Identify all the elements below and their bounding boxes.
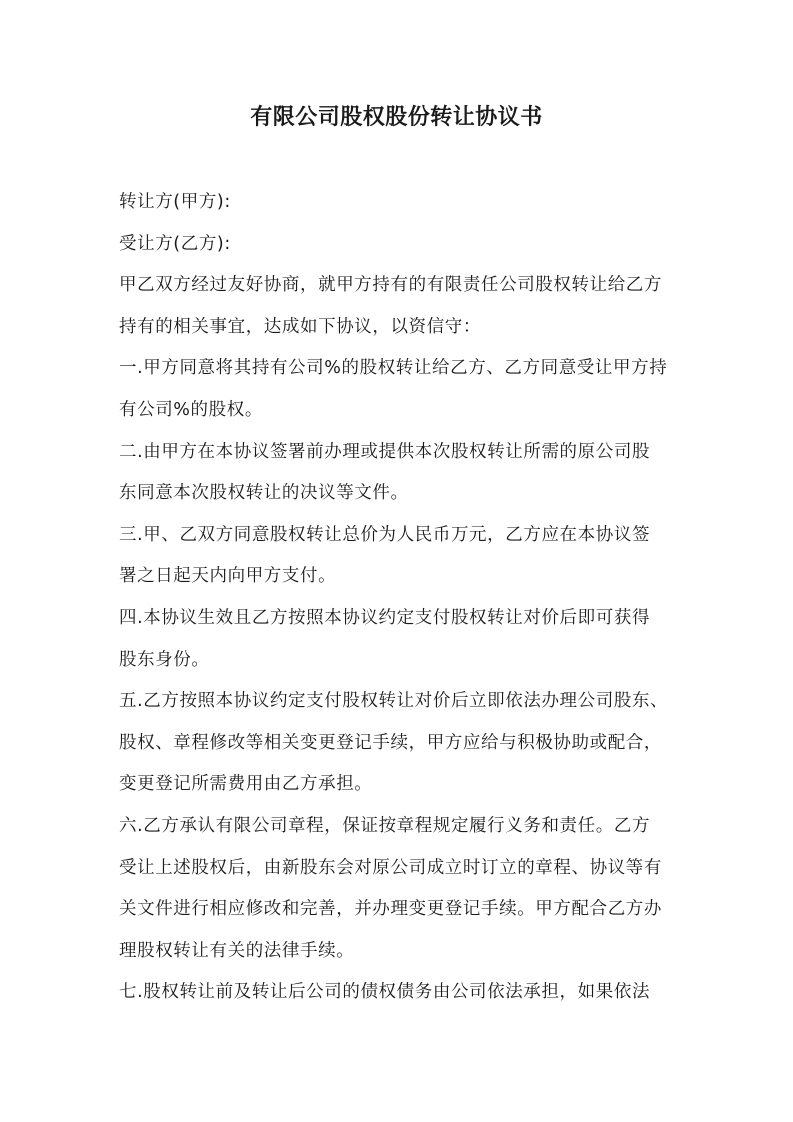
clause-4-line: 四.本协议生效且乙方按照本协议约定支付股权转让对价后即可获得 bbox=[119, 607, 651, 628]
transferor-party-line: 转让方(甲方): bbox=[119, 192, 231, 212]
clause-3-line: 三.甲、乙双方同意股权转让总价为人民币万元，乙方应在本协议签 bbox=[119, 524, 651, 545]
preamble-line: 甲乙双方经过友好协商，就甲方持有的有限责任公司股权转让给乙方 bbox=[119, 275, 662, 296]
clause-5-line: 变更登记所需费用由乙方承担。 bbox=[119, 774, 373, 795]
clause-6-line: 关文件进行相应修改和完善，并办理变更登记手续。甲方配合乙方办 bbox=[119, 899, 662, 920]
document-body bbox=[119, 182, 679, 1014]
clause-2-line: 二.由甲方在本协议签署前办理或提供本次股权转让所需的原公司股 bbox=[119, 441, 651, 462]
transferee-party-line: 受让方(乙方): bbox=[119, 233, 231, 254]
clause-6-line: 受让上述股权后，由新股东会对原公司成立时订立的章程、协议等有 bbox=[119, 857, 662, 878]
clause-3-line: 署之日起天内向甲方支付。 bbox=[119, 566, 337, 587]
clause-1-line: 一.甲方同意将其持有公司%的股权转让给乙方、乙方同意受让甲方持 bbox=[119, 358, 668, 379]
clause-6-line: 六.乙方承认有限公司章程，保证按章程规定履行义务和责任。乙方 bbox=[119, 815, 651, 836]
document-title: 有限公司股权股份转让协议书 bbox=[250, 105, 543, 130]
clause-4-line: 股东身份。 bbox=[119, 649, 210, 670]
clause-1-line: 有公司%的股权。 bbox=[119, 399, 263, 420]
clause-5-line: 五.乙方按照本协议约定支付股权转让对价后立即依法办理公司股东、 bbox=[119, 691, 669, 712]
clause-6-line: 理股权转让有关的法律手续。 bbox=[119, 940, 355, 961]
clause-2-line: 东同意本次股权转让的决议等文件。 bbox=[119, 483, 409, 504]
preamble-line: 持有的相关事宜，达成如下协议，以资信守： bbox=[119, 316, 481, 337]
clause-5-line: 股权、章程修改等相关变更登记手续，甲方应给与积极协助或配合， bbox=[119, 732, 662, 753]
clause-7-line: 七.股权转让前及转让后公司的债权债务由公司依法承担，如果依法 bbox=[119, 982, 651, 1003]
